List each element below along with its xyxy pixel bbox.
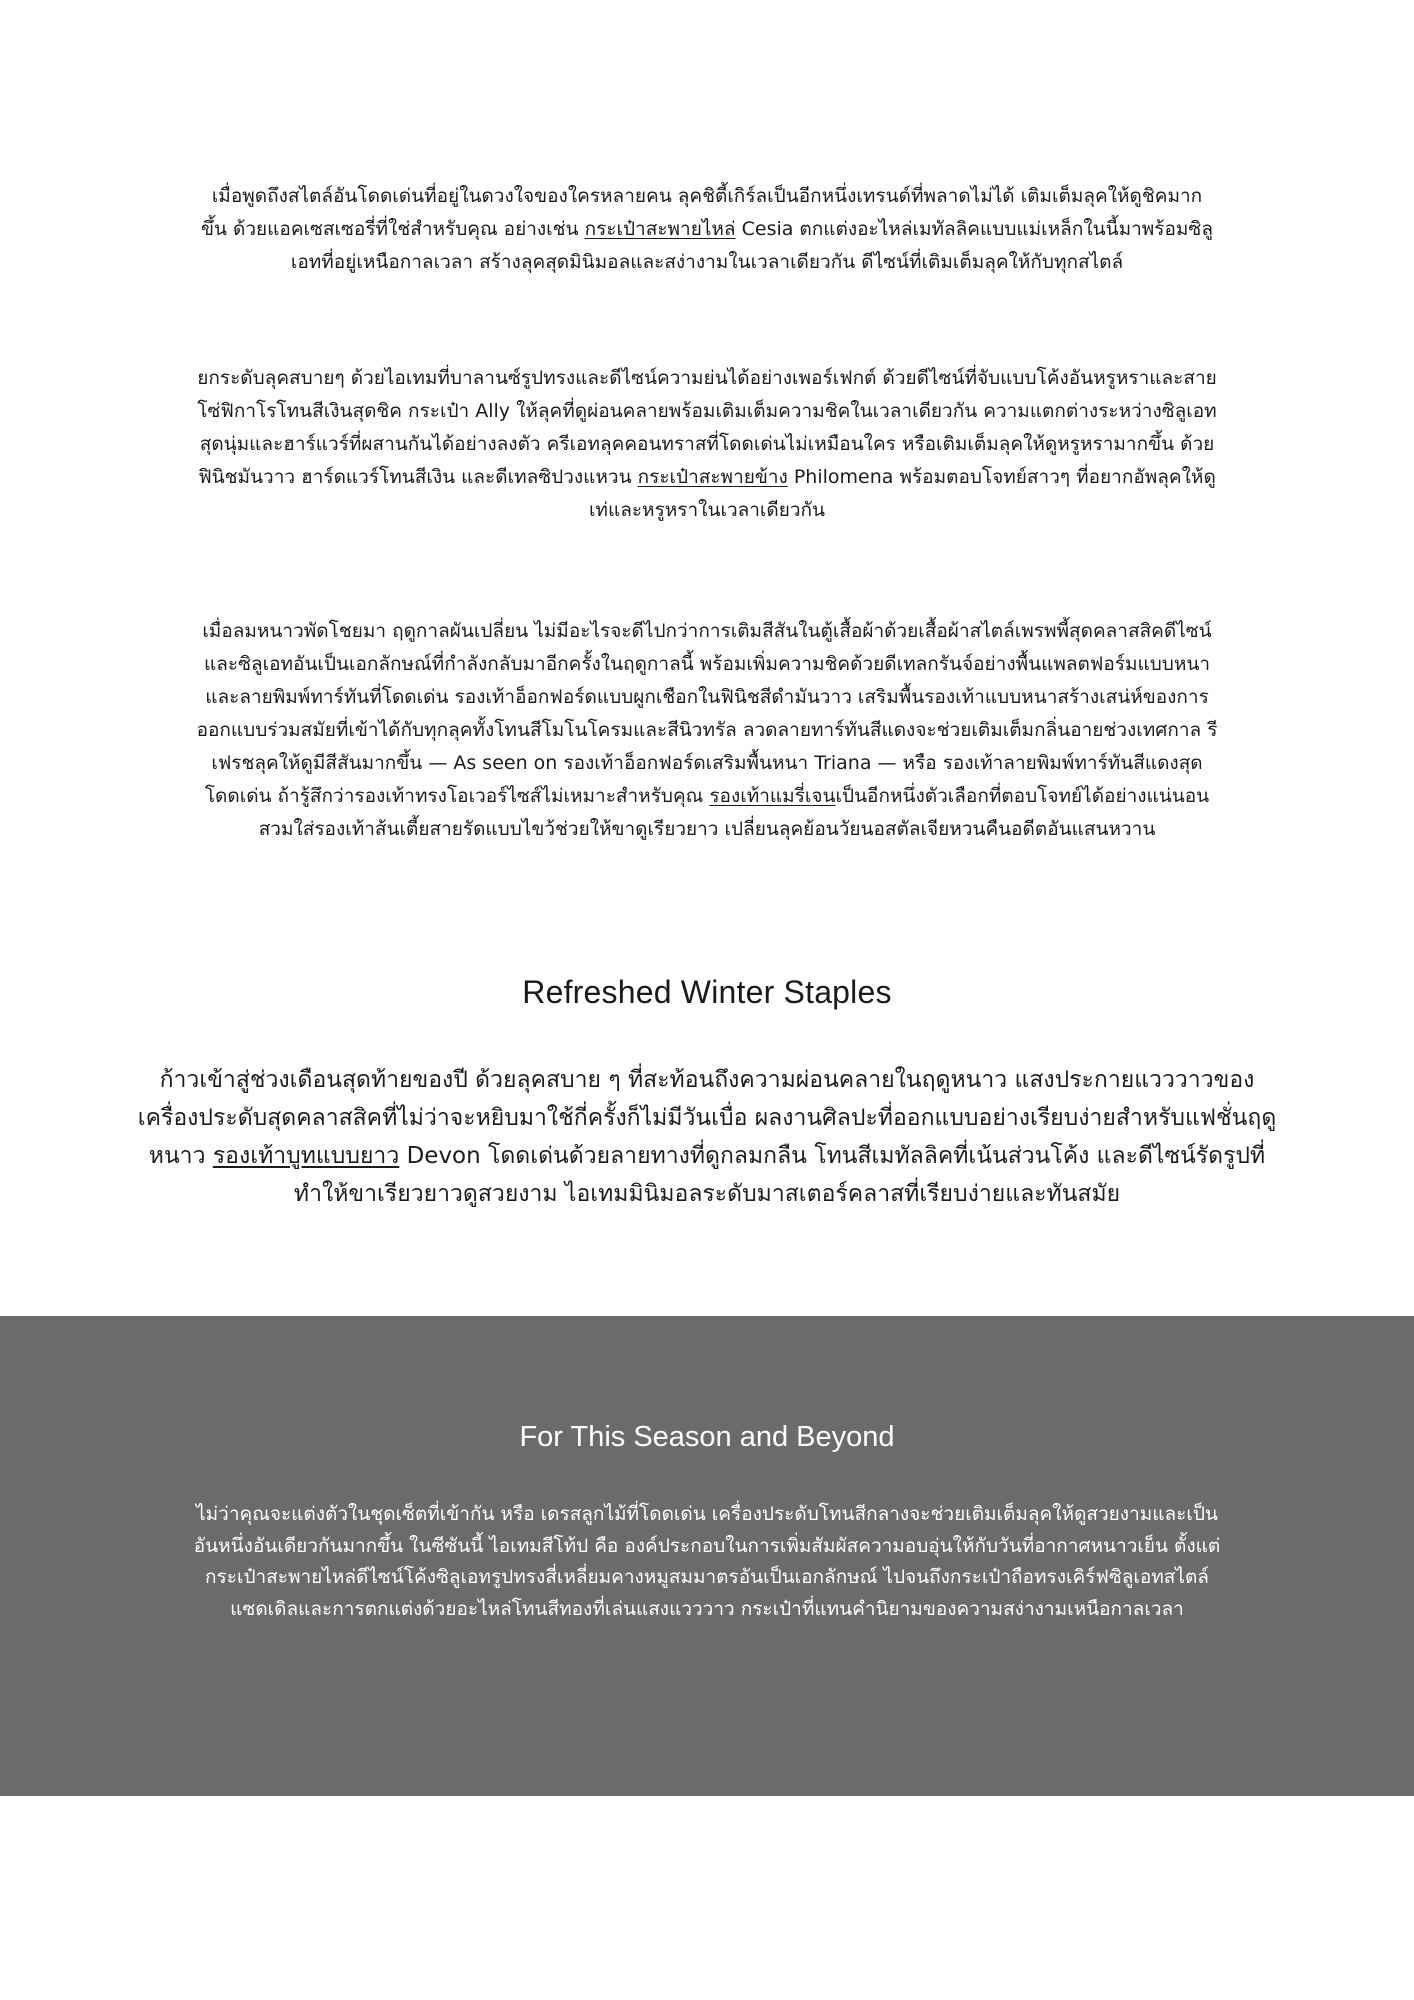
season-heading: For This Season and Beyond: [519, 1421, 895, 1453]
winter-text-end: Devon โดดเด่นด้วยลายทางที่ดูกลมกลืน โทนสีเมทัลลิคที่เน้นส่วนโค้ง และดีไซน์รัดรูปที่ทำให้ขาเรียวยาวดูสวยงาม ไอเทมมินิมอลระดับมาสเตอร์คลาสที่เรียบง่ายและทันสมัย: [293, 1143, 1266, 1207]
paragraph-2-text-end: Philomena พร้อมตอบโจทย์สาวๆ ที่อยากอัพลุคให้ดูเท่และหรูหราในเวลาเดียวกัน: [588, 466, 1216, 521]
winter-staples-heading: Refreshed Winter Staples: [522, 974, 892, 1010]
paragraph-1-text-end: Cesia ตกแต่งอะไหล่เมทัลลิคแบบแม่เหล็กในนี้มาพร้อมซิลูเอทที่อยู่เหนือกาลเวลา สร้างลุคสุดมินิมอลและสง่างามในเวลาเดียวกัน ดีไซน์ที่เติมเต็มลุคให้กับทุกสไตล์: [290, 218, 1213, 273]
winter-staples-paragraph: [130, 1061, 1284, 1213]
article-paragraph-3: [195, 615, 1219, 846]
season-paragraph: ไม่ว่าคุณจะแต่งตัวในชุดเซ็ตที่เข้ากัน หรือ เดรสลูกไม้ที่โดดเด่น เครื่องประดับโทนสีกลางจะช่วยเติมเต็มลุคให้ดูสวยงามและเป็นอันหนึ่งอันเดียวกันมากขึ้น ในซีซันนี้ ไอเทมสีโท้ป คือ องค์ประกอบในการเพิ่มสัมผัสความอบอุ่นให้กับวันที่อากาศหนาวเย็น ตั้งแต่กระเป๋าสะพายไหล่ดีไซน์โค้งซิลูเอทรูปทรงสี่เหลี่ยมคางหมูสมมาตรอันเป็นเอกลักษณ์ ไปจนถึงกระเป๋าถือทรงเคิร์ฟซิลูเอทสไตล์แซดเดิลและการตกแต่งด้วยอะไหล่โทนสีทองที่เล่นแสงแวววาว กระเป๋าที่แทนคำนิยามของความสง่างามเหนือกาลเวลา: [193, 1503, 1221, 1620]
shoulder-bag-link[interactable]: กระเป๋าสะพายไหล่: [584, 218, 736, 240]
paragraph-3-text-start: เมื่อลมหนาวพัดโชยมา ฤดูกาลผันเปลี่ยน ไม่มีอะไรจะดีไปกว่าการเติมสีสันในตู้เสื้อผ้าด้วยเสื้อผ้าสไตล์เพรพพี้สุดคลาสสิคดีไซน์และซิลูเอทอันเป็นเอกลักษณ์ที่กำลังกลับมาอีกครั้งในฤดูกาลนี้ พร้อมเพิ่มความชิคด้วยดีเทลกรันจ์อย่างพื้นแพลตฟอร์มแบบหนาและลายพิมพ์ทาร์ทันที่โดดเด่น รองเท้าอ็อกฟอร์ดแบบผูกเชือกในฟินิชสีดำมันวาว เสริมพื้นรองเท้าแบบหนาสร้างเสน่ห์ของการออกแบบร่วมสมัยที่เข้าได้กับทุกลุคทั้งโทนสีโมโนโครมและสีนิวทรัล ลวดลายทาร์ทันสีแดงจะช่วยเติมเต็มกลิ่นอายช่วงเทศกาล รีเฟรชลุคให้ดูมีสีสันมากขึ้น — As seen on รองเท้าอ็อกฟอร์ดเสริมพื้นหนา Triana — หรือ รองเท้าลายพิมพ์ทาร์ทันสีแดงสุดโดดเด่น ถ้ารู้สึกว่ารองเท้าทรงโอเวอร์ไซส์ไม่เหมาะสำหรับคุณ: [196, 620, 1218, 807]
paragraph-2-text-start: ยกระดับลุคสบายๆ ด้วยไอเทมที่บาลานซ์รูปทรงและดีไซน์ความย่นได้อย่างเพอร์เฟกต์ ด้วยดีไซน์ที่จับแบบโค้งอันหรูหราและสายโซ่ฟิกาโรโทนสีเงินสุดชิค กระเป๋า Ally ให้ลุคที่ดูผ่อนคลายพร้อมเติมเต็มความชิคในเวลาเดียวกัน ความแตกต่างระหว่างซิลูเอทสุดนุ่มและฮาร์แวร์ที่ผสานกันได้อย่างลงตัว ครีเอทลุคคอนทราสที่โดดเด่นไม่เหมือนใคร หรือเติมเต็มลุคให้ดูหรูหรามากขึ้น ด้วยฟินิชมันวาว ฮาร์ดแวร์โทนสีเงิน และดีเทลซิปวงแหวน: [197, 367, 1217, 488]
season-band: [0, 1316, 1414, 1796]
paragraph-3-text-end: เป็นอีกหนึ่งตัวเลือกที่ตอบโจทย์ได้อย่างแน่นอน สวมใส่รองเท้าส้นเตี้ยสายรัดแบบไขว้ช่วยให้ขาดูเรียวยาว เปลี่ยนลุคย้อนวัยนอสตัลเจียหวนคืนอดีตอันแสนหวาน: [258, 785, 1210, 840]
crossbody-bag-link[interactable]: กระเป๋าสะพายข้าง: [637, 466, 788, 488]
paragraph-1-text-start: เมื่อพูดถึงสไตล์อันโดดเด่นที่อยู่ในดวงใจของใครหลายคน ลุคชิตี้เกิร์ลเป็นอีกหนึ่งเทรนด์ที่พลาดไม่ได้ เติมเต็มลุคให้ดูชิคมากขึ้น ด้วยแอคเซสเซอรี่ที่ใช่สำหรับคุณ อย่างเช่น: [201, 185, 1203, 240]
long-boots-link[interactable]: รองเท้าบูทแบบยาว: [212, 1143, 400, 1169]
article-paragraph-1: [200, 180, 1214, 279]
mary-jane-shoes-link[interactable]: รองเท้าแมรี่เจน: [709, 785, 836, 807]
winter-text-start: ก้าวเข้าสู่ช่วงเดือนสุดท้ายของปี ด้วยลุคสบาย ๆ ที่สะท้อนถึงความผ่อนคลายในฤดูหนาว แสงประกายแวววาวของเครื่องประดับสุดคลาสสิคที่ไม่ว่าจะหยิบมาใช้กี่ครั้งก็ไม่มีวันเบื่อ ผลงานศิลปะที่ออกแบบอย่างเรียบง่ายสำหรับแฟชั่นฤดูหนาว: [137, 1067, 1277, 1169]
article-paragraph-2: [195, 362, 1219, 527]
